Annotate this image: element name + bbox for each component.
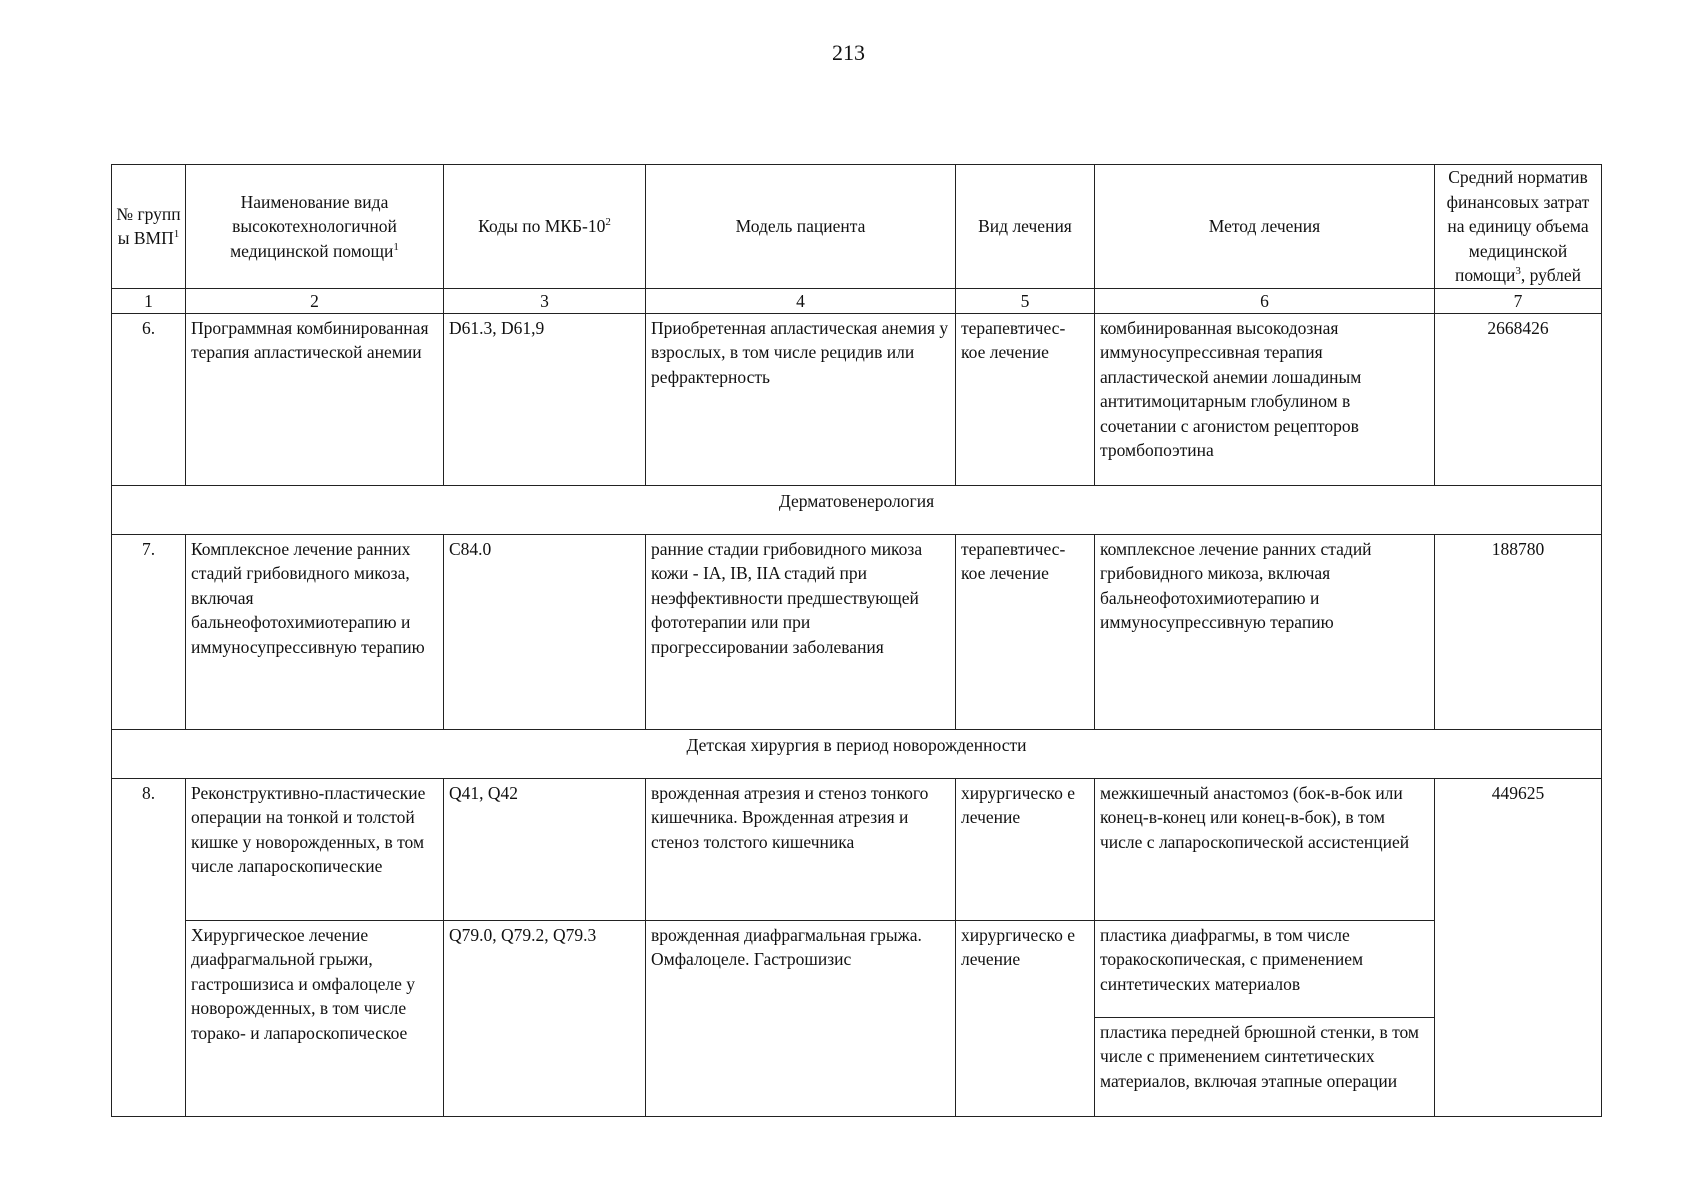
icd-codes: C84.0 (444, 534, 646, 729)
care-type-name: Программная комбинированная терапия апластической анемии (186, 313, 444, 485)
group-number: 8. (112, 778, 186, 1116)
section-title-pediatric-surgery: Детская хирургия в период новорожденности (112, 729, 1602, 778)
header-group-no: № групп ы ВМП$^1$ (112, 165, 186, 289)
cost-value: 2668426 (1435, 313, 1602, 485)
column-number: 2 (186, 288, 444, 313)
page-number: 213 (832, 40, 865, 65)
header-codes: Коды по МКБ-$10^2$ (444, 165, 646, 289)
treatment-type: терапевтичес-кое лечение (956, 313, 1095, 485)
group-number: 7. (112, 534, 186, 729)
group-number: 6. (112, 313, 186, 485)
header-model: Модель пациента (646, 165, 956, 289)
treatment-method: пластика передней брюшной стенки, в том числе с применением синтетических материалов, включая этапные операции (1095, 1017, 1435, 1116)
icd-codes: D61.3, D61,9 (444, 313, 646, 485)
header-method: Метод лечения (1095, 165, 1435, 289)
care-type-name: Комплексное лечение ранних стадий грибовидного микоза, включая бальнеофотохимиотерапию и иммуносупрессивную терапию (186, 534, 444, 729)
vmp-table (111, 164, 1602, 1117)
patient-model: ранние стадии грибовидного микоза кожи - IA, IB, IIA стадий при неэффективности предшествующей фототерапии или при прогрессировании заболевания (646, 534, 956, 729)
header-row (112, 165, 1602, 289)
section-header-row (112, 729, 1602, 778)
treatment-method: межкишечный анастомоз (бок-в-бок или конец-в-конец или конец-в-бок), в том числе с лапароскопической ассистенцией (1095, 778, 1435, 920)
header-treatment-type: Вид лечения (956, 165, 1095, 289)
care-type-name: Хирургическое лечение диафрагмальной грыжи, гастрошизиса и омфалоцеле у новорожденных, в том числе торако- и лапароскопическое (186, 920, 444, 1116)
icd-codes: Q41, Q42 (444, 778, 646, 920)
cost-value: 449625 (1435, 778, 1602, 1116)
table-row (112, 313, 1602, 485)
header-name: Наименование вида высокотехнологичной медицинской помощи$^1$ (186, 165, 444, 289)
patient-model: врожденная атрезия и стеноз тонкого кишечника. Врожденная атрезия и стеноз толстого кишечника (646, 778, 956, 920)
column-number: 7 (1435, 288, 1602, 313)
treatment-type: хирургическо е лечение (956, 778, 1095, 920)
header-cost: Средний норматив финансовых затрат на единицу объема медицинской помощи$^3$, рублей (1435, 165, 1602, 289)
treatment-type: терапевтичес-кое лечение (956, 534, 1095, 729)
patient-model: Приобретенная апластическая анемия у взрослых, в том числе рецидив или рефрактерность (646, 313, 956, 485)
section-title-dermatovenereology: Дерматовенерология (112, 485, 1602, 534)
column-number: 5 (956, 288, 1095, 313)
column-number: 1 (112, 288, 186, 313)
treatment-method: комбинированная высокодозная иммуносупрессивная терапия апластической анемии лошадиным антитимоцитарным глобулином в сочетании с агонистом рецепторов тромбопоэтина (1095, 313, 1435, 485)
patient-model: врожденная диафрагмальная грыжа. Омфалоцеле. Гастрошизис (646, 920, 956, 1116)
column-number: 4 (646, 288, 956, 313)
treatment-type: хирургическо е лечение (956, 920, 1095, 1116)
table-row (112, 534, 1602, 729)
section-header-row (112, 485, 1602, 534)
treatment-method: комплексное лечение ранних стадий грибовидного микоза, включая бальнеофотохимиотерапию и иммуносупрессивную терапию (1095, 534, 1435, 729)
column-number: 3 (444, 288, 646, 313)
care-type-name: Реконструктивно-пластические операции на тонкой и толстой кишке у новорожденных, в том числе лапароскопические (186, 778, 444, 920)
icd-codes: Q79.0, Q79.2, Q79.3 (444, 920, 646, 1116)
column-number: 6 (1095, 288, 1435, 313)
column-number-row (112, 288, 1602, 313)
table-row (112, 920, 1602, 1017)
table-row (112, 778, 1602, 920)
cost-value: 188780 (1435, 534, 1602, 729)
treatment-method: пластика диафрагмы, в том числе торакоскопическая, с применением синтетических материалов (1095, 920, 1435, 1017)
